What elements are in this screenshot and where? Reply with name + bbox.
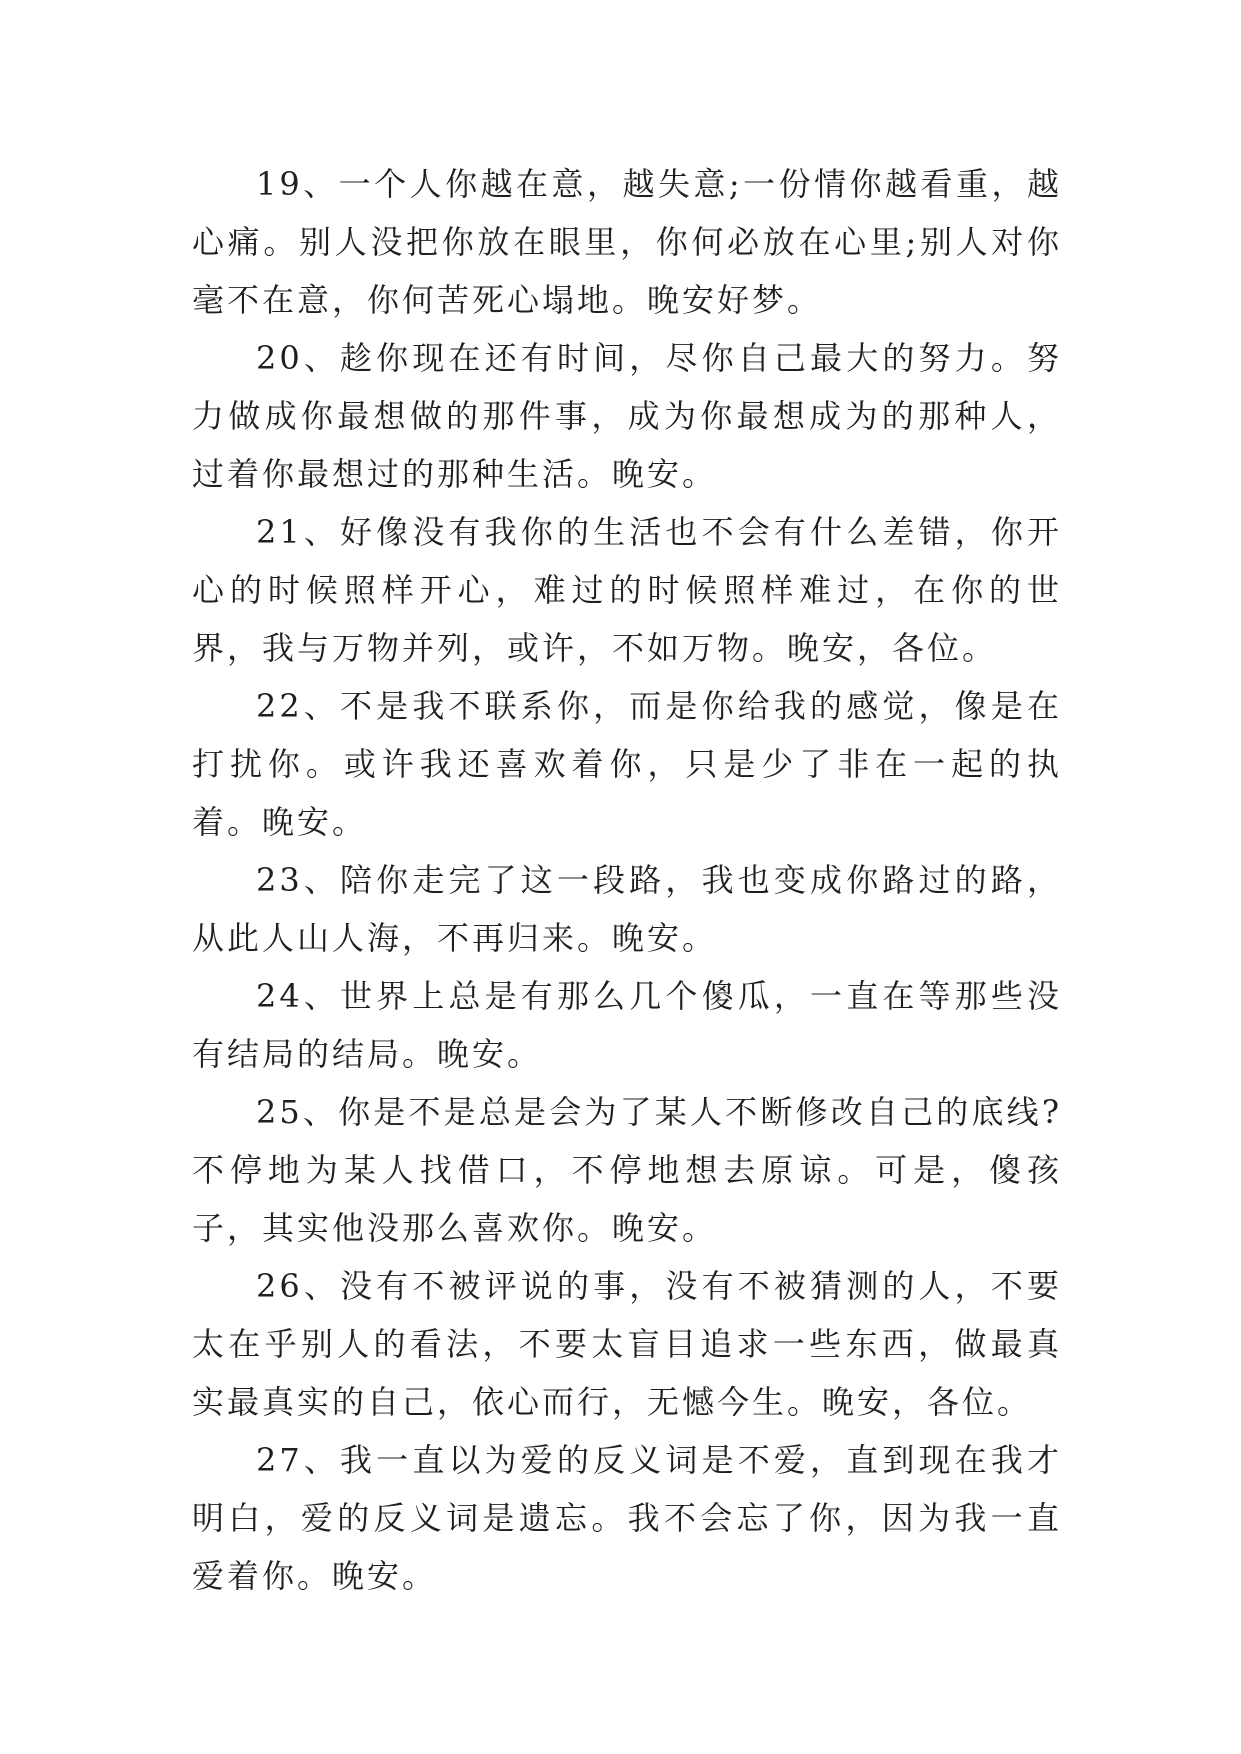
paragraph-27: 27、我一直以为爱的反义词是不爱，直到现在我才明白，爱的反义词是遗忘。我不会忘了你，因为我一直爱着你。晚安。	[192, 1441, 1062, 1595]
paragraph-25: 25、你是不是总是会为了某人不断修改自己的底线?不停地为某人找借口，不停地想去原谅。可是，傻孩子，其实他没那么喜欢你。晚安。	[192, 1093, 1062, 1247]
paragraph-26: 26、没有不被评说的事，没有不被猜测的人，不要太在乎别人的看法，不要太盲目追求一些东西，做最真实最真实的自己，依心而行，无憾今生。晚安，各位。	[192, 1267, 1062, 1421]
document-body	[192, 155, 1062, 1605]
paragraph-24: 24、世界上总是有那么几个傻瓜，一直在等那些没有结局的结局。晚安。	[192, 977, 1062, 1073]
paragraph-19: 19、一个人你越在意，越失意;一份情你越看重，越心痛。别人没把你放在眼里，你何必放在心里;别人对你毫不在意，你何苦死心塌地。晚安好梦。	[192, 165, 1062, 319]
paragraph-22: 22、不是我不联系你，而是你给我的感觉，像是在打扰你。或许我还喜欢着你，只是少了非在一起的执着。晚安。	[192, 687, 1062, 841]
paragraph-23: 23、陪你走完了这一段路，我也变成你路过的路，从此人山人海，不再归来。晚安。	[192, 861, 1062, 957]
paragraph-21: 21、好像没有我你的生活也不会有什么差错，你开心的时候照样开心，难过的时候照样难过，在你的世界，我与万物并列，或许，不如万物。晚安，各位。	[192, 513, 1062, 667]
paragraph-20: 20、趁你现在还有时间，尽你自己最大的努力。努力做成你最想做的那件事，成为你最想成为的那种人，过着你最想过的那种生活。晚安。	[192, 339, 1062, 493]
